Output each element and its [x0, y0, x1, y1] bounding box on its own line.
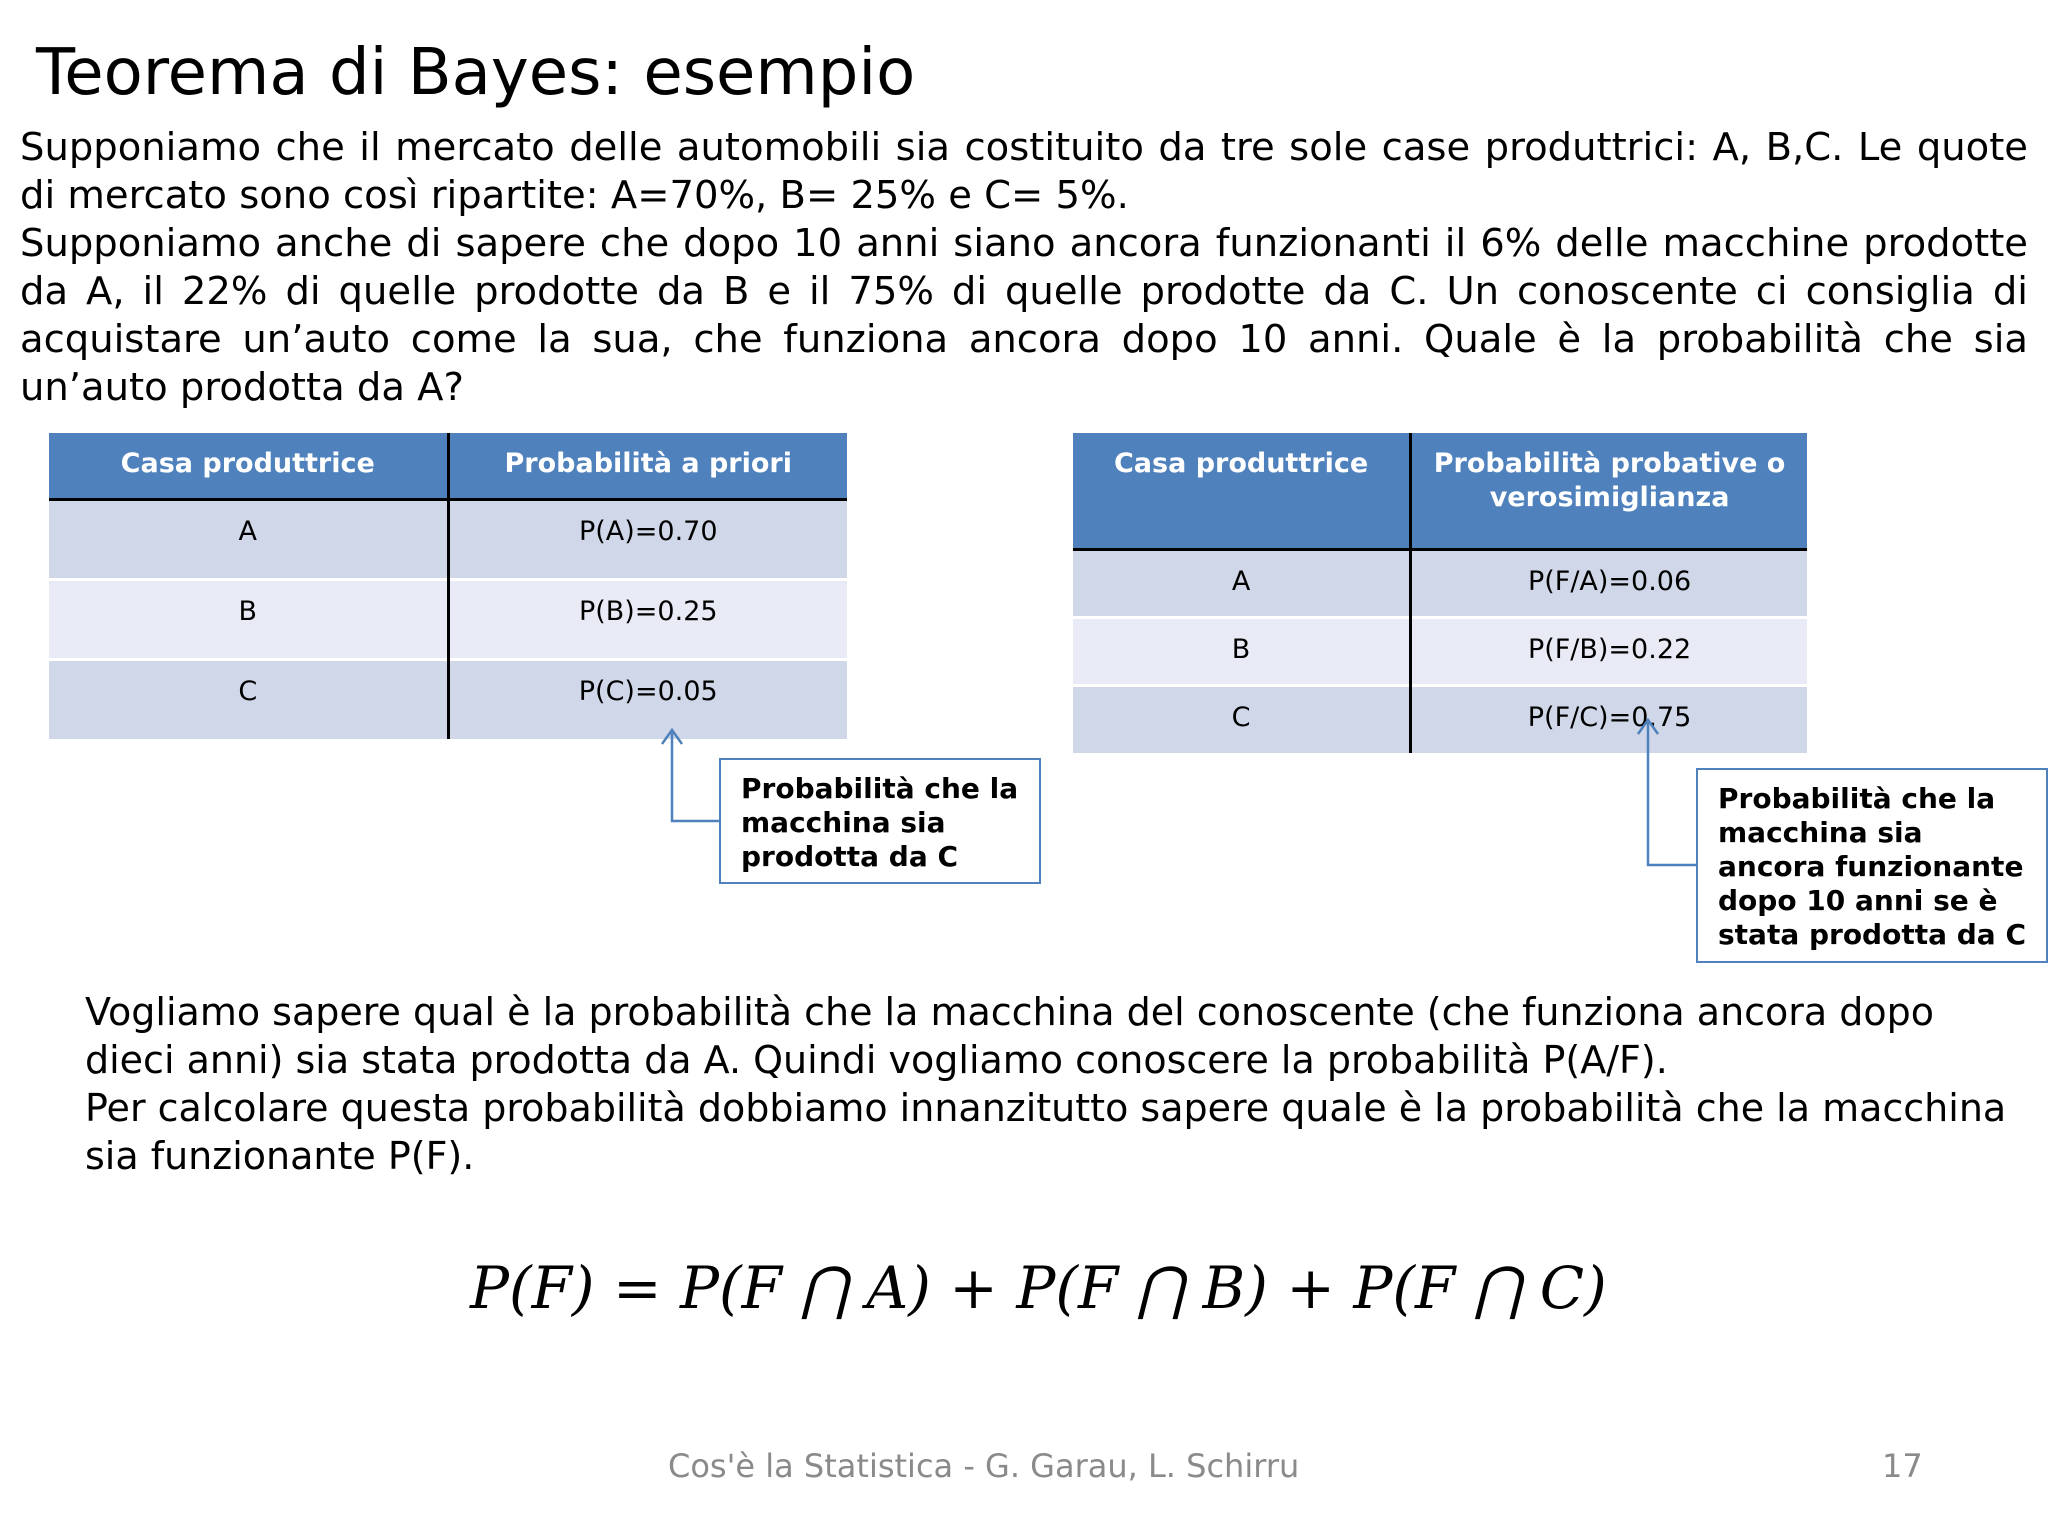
table-cell: P(A)=0.70 [448, 499, 847, 579]
column-header: Casa produttrice [1073, 433, 1411, 549]
total-probability-formula: P(F) = P(F ⋂ A) + P(F ⋂ B) + P(F ⋂ C) [470, 1254, 1607, 1322]
slide-footer: Cos'è la Statistica - G. Garau, L. Schirru [668, 1447, 1300, 1485]
explanation-paragraph-1: Vogliamo sapere qual è la probabilità che la macchina del conoscente (che funziona ancora dopo dieci anni) sia stata prodotta da A. Quindi vogliamo conoscere la probabilità P(A/F). [85, 990, 1935, 1082]
table-cell: C [1073, 685, 1411, 753]
table-cell: P(B)=0.25 [448, 579, 847, 659]
table-cell: P(F/B)=0.22 [1411, 617, 1807, 685]
table-cell: A [1073, 549, 1411, 617]
callout-arrow-1 [662, 730, 719, 821]
table-cell: P(F/A)=0.06 [1411, 549, 1807, 617]
column-header: Probabilità probative o verosimiglianza [1411, 433, 1807, 549]
callout-arrow-2 [1638, 720, 1696, 865]
page-number: 17 [1882, 1447, 1923, 1485]
column-header: Probabilità a priori [448, 433, 847, 499]
table-cell: C [49, 659, 448, 739]
table-cell: B [1073, 617, 1411, 685]
table-cell: B [49, 579, 448, 659]
table-cell: P(C)=0.05 [448, 659, 847, 739]
intro-paragraph-2: Supponiamo anche di sapere che dopo 10 anni siano ancora funzionanti il 6% delle macchine prodotte da A, il 22% di quelle prodotte da B e il 75% di quelle prodotte da C. Un conoscente ci consiglia di acquistare un’auto come la sua, che funziona ancora dopo 10 anni. Quale è la probabilità che sia un’auto prodotta da A? [20, 221, 2028, 410]
explanation-paragraph-2: Per calcolare questa probabilità dobbiamo innanzitutto sapere quale è la probabilità che la macchina sia funzionante P(F). [85, 1086, 2007, 1178]
intro-paragraph-1: Supponiamo che il mercato delle automobili sia costituito da tre sole case produttrici: A, B,C. Le quote di mercato sono così ripartite: A=70%, B= 25% e C= 5%. [20, 125, 2028, 218]
table-cell: P(F/C)=0.75 [1411, 685, 1807, 753]
slide-title: Teorema di Bayes: esempio [36, 36, 916, 110]
explanation-text [85, 988, 2035, 1180]
callout-likelihood-c: Probabilità che la macchina sia ancora funzionante dopo 10 anni se è stata prodotta da C [1696, 768, 2048, 963]
column-header: Casa produttrice [49, 433, 448, 499]
table-cell: A [49, 499, 448, 579]
callout-prior-c: Probabilità che la macchina sia prodotta da C [719, 758, 1041, 884]
